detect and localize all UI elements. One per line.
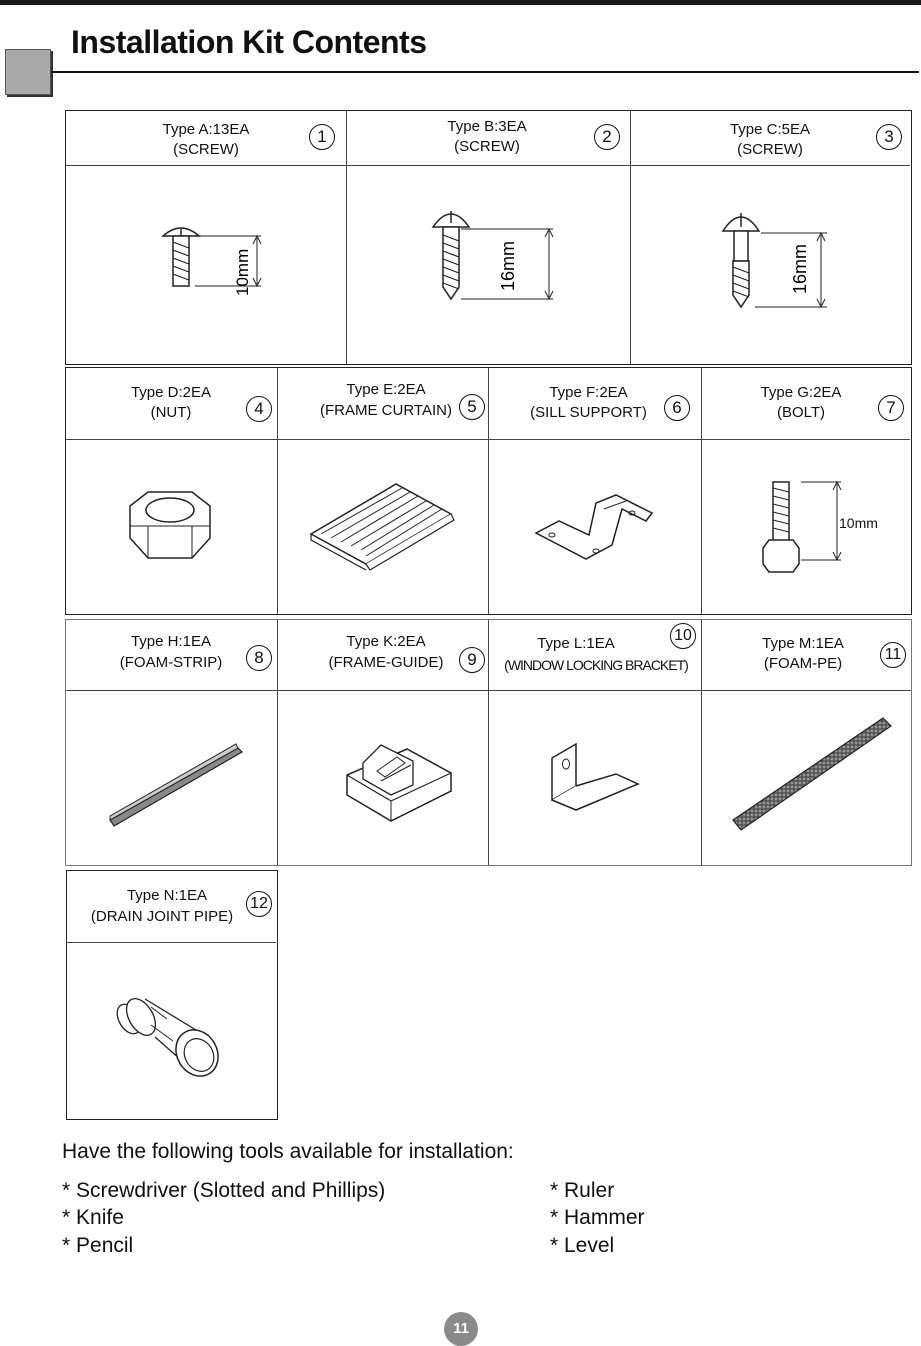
- item-label: Type L:1EA: [537, 635, 615, 652]
- frame-curtain-icon: [306, 476, 466, 576]
- item-number-badge: 12: [246, 891, 272, 917]
- item-number-badge: 10: [670, 623, 696, 649]
- tool-item: * Hammer: [550, 1206, 645, 1229]
- kit-row-1: [65, 110, 912, 365]
- section-marker: [5, 49, 51, 95]
- screw-b-icon: [431, 207, 561, 307]
- page-title: Installation Kit Contents: [71, 24, 427, 60]
- frame-guide-icon: [341, 735, 461, 835]
- tool-item: * Pencil: [62, 1234, 134, 1257]
- top-rule: [0, 0, 921, 5]
- item-label: Type N:1EA: [126, 887, 208, 904]
- dim-text-a: 10mm: [233, 248, 252, 296]
- item-number-badge: 5: [459, 394, 485, 420]
- dim-label-b: [498, 236, 520, 296]
- item-number-badge: 3: [876, 124, 902, 150]
- tool-item: * Ruler: [550, 1179, 615, 1202]
- item-sub: (SCREW): [737, 141, 803, 158]
- item-sub: (BOLT): [776, 404, 826, 421]
- item-label: Type K:2EA: [346, 633, 426, 650]
- item-sub: (SCREW): [454, 138, 520, 155]
- item-number-badge: 2: [594, 124, 620, 150]
- screw-a-icon: [161, 226, 271, 306]
- tool-item: * Level: [550, 1234, 615, 1257]
- item-sub: (FOAM-STRIP): [119, 654, 223, 671]
- nut-icon: [128, 488, 218, 568]
- item-sub: (WINDOW LOCKING BRACKET): [504, 657, 688, 673]
- sill-support-icon: [534, 473, 664, 573]
- tool-item: * Knife: [62, 1206, 124, 1229]
- item-sub: (SCREW): [173, 141, 239, 158]
- item-sub: (FRAME-GUIDE): [328, 654, 444, 671]
- item-label: Type G:2EA: [760, 384, 842, 401]
- item-number-badge: 8: [246, 645, 272, 671]
- item-number-badge: 9: [459, 647, 485, 673]
- item-number-badge: 6: [664, 395, 690, 421]
- item-label: Type D:2EA: [130, 384, 212, 401]
- page-number: 11: [444, 1312, 478, 1346]
- item-label: Type C:5EA: [729, 121, 811, 138]
- item-sub: (FOAM-PE): [763, 655, 843, 672]
- screw-c-icon: [721, 209, 841, 309]
- title-underline: [51, 71, 919, 73]
- item-label: Type M:1EA: [762, 635, 844, 652]
- item-label: Type F:2EA: [549, 384, 628, 401]
- kit-row-2: [65, 367, 912, 615]
- item-number-badge: 4: [246, 396, 272, 422]
- item-label: Type E:2EA: [346, 381, 426, 398]
- item-sub: (SILL SUPPORT): [530, 404, 647, 421]
- dim-label-a: [233, 241, 253, 301]
- tool-item: * Screwdriver (Slotted and Phillips): [62, 1179, 386, 1202]
- item-label: Type B:3EA: [447, 118, 527, 135]
- dim-label-g: 10mm: [839, 515, 878, 531]
- item-label: Type A:13EA: [162, 121, 250, 138]
- kit-row-4: [66, 870, 278, 1120]
- item-sub: (DRAIN JOINT PIPE): [90, 908, 234, 925]
- dim-text-c: 16mm: [790, 243, 810, 294]
- tools-heading: Have the following tools available for installation:: [62, 1140, 514, 1163]
- window-locking-bracket-icon: [546, 738, 656, 818]
- item-label: Type H:1EA: [130, 633, 212, 650]
- foam-strip-icon: [106, 740, 246, 830]
- item-number-badge: 7: [878, 395, 904, 421]
- foam-pe-icon: [731, 710, 901, 840]
- item-sub: (NUT): [150, 404, 192, 421]
- kit-row-3: [65, 619, 912, 866]
- drain-joint-pipe-icon: [107, 981, 237, 1091]
- item-number-badge: 1: [309, 124, 335, 150]
- item-sub: (FRAME CURTAIN): [320, 402, 452, 419]
- item-number-badge: 11: [880, 642, 906, 668]
- dim-label-c: [790, 239, 812, 299]
- dim-text-b: 16mm: [498, 240, 518, 291]
